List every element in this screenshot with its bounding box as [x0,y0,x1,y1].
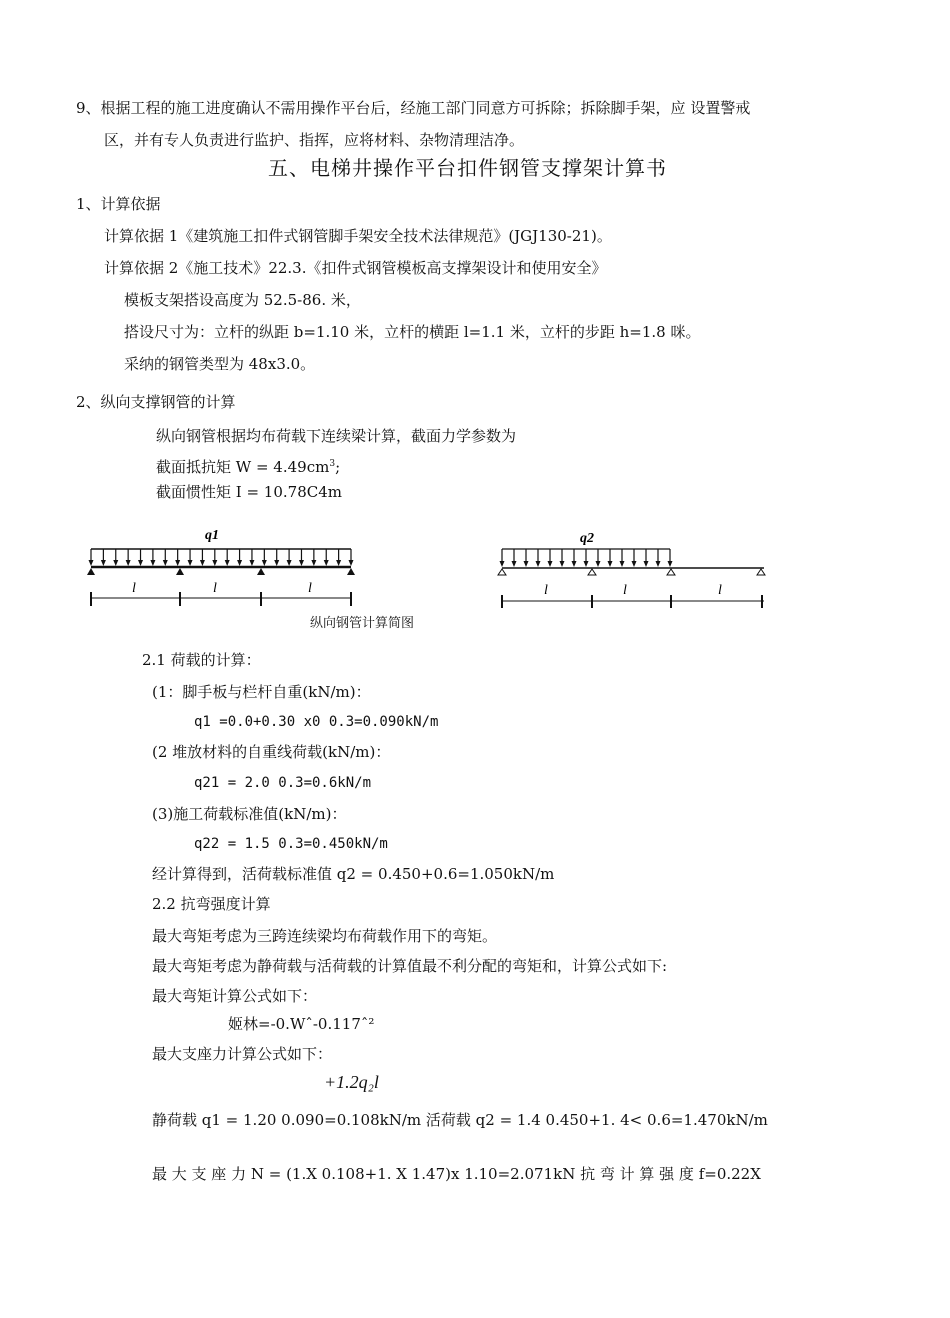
load-1-label: (1：脚手板与栏杆自重(kN/m)： [152,683,371,701]
left-load-arrow-head [101,560,106,566]
left-load-arrow-head [262,560,267,566]
left-support-2 [176,568,184,575]
left-load-arrow-head [237,560,242,566]
section-modulus-sup: 3 [329,459,336,469]
right-support-4 [757,569,765,575]
left-load-arrow-head [126,560,131,566]
left-load-arrow-head [150,560,155,566]
left-load-arrow-head [249,560,254,566]
item-9-line1: 9、根据工程的施工进度确认不需用操作平台后，经施工部门同意方可拆除；拆除脚手架，应 设置警戒 [76,99,751,117]
left-load-arrow-head [138,560,143,566]
live-load-result: 经计算得到，活荷载标准值 q2 = 0.450+0.6=1.050kN/m [152,865,555,883]
support-formula: +1.2q₂l [324,1072,379,1092]
right-load-arrows [500,549,673,567]
right-load-arrow-head [536,561,541,567]
s21-heading: 2.1 荷载的计算： [142,651,261,669]
right-support-2 [588,569,596,575]
left-load-arrow-head [175,560,180,566]
s2-intro: 纵向钢管根据均布荷载下连续梁计算，截面力学参数为 [156,427,517,445]
s22-line-4: 最大支座力计算公式如下： [152,1045,333,1063]
right-span-label-1: l [544,583,548,598]
left-load-arrow-head [311,560,316,566]
right-beam-diagram [490,522,780,614]
right-load-arrow-head [620,561,625,567]
right-load-arrow-head [668,561,673,567]
basis-1: 计算依据 1《建筑施工扣件式钢管脚手架安全技术法律规范》(JGJ130-21)。 [104,227,612,245]
left-load-arrow-head [225,560,230,566]
right-load-arrow-head [572,561,577,567]
section-modulus-end: ; [335,458,341,476]
right-load-arrow-head [512,561,517,567]
right-load-arrow-head [644,561,649,567]
moment-of-inertia: 截面惯性矩 I = 10.78C4m [156,483,342,501]
right-load-arrow-head [608,561,613,567]
right-load-arrow-head [656,561,661,567]
left-span-label-3: l [308,581,312,596]
left-load-arrow-head [287,560,292,566]
left-load-arrow-head [113,560,118,566]
load-values: 静荷载 q1 = 1.20 0.090=0.108kN/m 活荷载 q2 = 1.4 0.450+1. 4< 0.6=1.470kN/m [152,1111,768,1129]
left-load-arrows [89,549,354,566]
left-load-arrow-head [324,560,329,566]
right-load-arrow-head [500,561,505,567]
load-3-label: (3)施工荷载标准值(kN/m)： [152,805,347,823]
left-load-label: q1 [205,528,219,543]
section-title: 五、电梯井操作平台扣件钢管支撑架计算书 [268,156,667,180]
basis-2: 计算依据 2《施工技术》22.3.《扣件式钢管模板高支撑架设计和使用安全》 [104,259,607,277]
s22-line-1: 最大弯矩考虑为三跨连续梁均布荷载作用下的弯矩。 [152,927,498,945]
load-1-value: q1 =0.0+0.30 x0 0.3=0.090kN/m [194,714,439,730]
s1-heading: 1、计算依据 [76,195,161,213]
item-9-line2: 区，并有专人负责进行监护、指挥，应将材料、杂物清理洁净。 [104,131,525,149]
left-span-label-2: l [213,581,217,596]
support-force-line: 最 大 支 座 力 N = (1.X 0.108+1. X 1.47)x 1.10=2.071kN 抗 弯 计 算 强 度 f=0.22X [152,1165,761,1183]
right-load-label: q2 [580,531,594,546]
left-load-arrow-head [336,560,341,566]
right-load-arrow-head [548,561,553,567]
left-load-arrow-head [299,560,304,566]
erection-dims: 搭设尺寸为：立杆的纵距 b=1.10 米，立杆的横距 l=1.1 米，立杆的步距 h=1.8 咪。 [124,323,701,341]
right-span-label-2: l [623,583,627,598]
right-span-label-3: l [718,583,722,598]
load-2-label: (2 堆放材料的自重线荷载(kN/m)： [152,743,391,761]
left-support-4 [347,568,355,575]
load-3-value: q22 = 1.5 0.3=0.450kN/m [194,836,388,852]
moment-formula: 姬林=-0.Wˆ-0.117ˆ² [228,1015,375,1033]
left-support-1 [87,568,95,575]
right-load-arrow-head [524,561,529,567]
right-load-arrow-head [560,561,565,567]
left-span-label-1: l [132,581,136,596]
left-load-arrow-head [349,560,354,566]
right-load-arrow-head [632,561,637,567]
pipe-type: 采纳的钢管类型为 48x3.0。 [124,355,316,373]
left-support-3 [257,568,265,575]
s2-heading: 2、纵向支撑钢管的计算 [76,393,236,411]
section-modulus [156,454,340,477]
left-load-arrow-head [212,560,217,566]
right-load-arrow-head [596,561,601,567]
left-load-arrow-head [274,560,279,566]
s22-line-3: 最大弯矩计算公式如下： [152,987,318,1005]
left-beam-diagram [80,522,370,614]
section-modulus-text: 截面抵抗矩 W = 4.49cm [156,458,330,476]
left-load-arrow-head [89,560,94,566]
left-load-arrow-head [163,560,168,566]
left-load-arrow-head [188,560,193,566]
right-support-1 [498,569,506,575]
s22-line-2: 最大弯矩考虑为静荷载与活荷载的计算值最不利分配的弯矩和，计算公式如下: [152,957,668,975]
load-2-value: q21 = 2.0 0.3=0.6kN/m [194,775,372,791]
support-height: 模板支架搭设高度为 52.5-86. 米， [124,291,361,309]
right-support-3 [667,569,675,575]
s22-heading: 2.2 抗弯强度计算 [152,895,271,913]
diagram-caption: 纵向钢管计算简图 [310,616,415,631]
left-load-arrow-head [200,560,205,566]
right-load-arrow-head [584,561,589,567]
